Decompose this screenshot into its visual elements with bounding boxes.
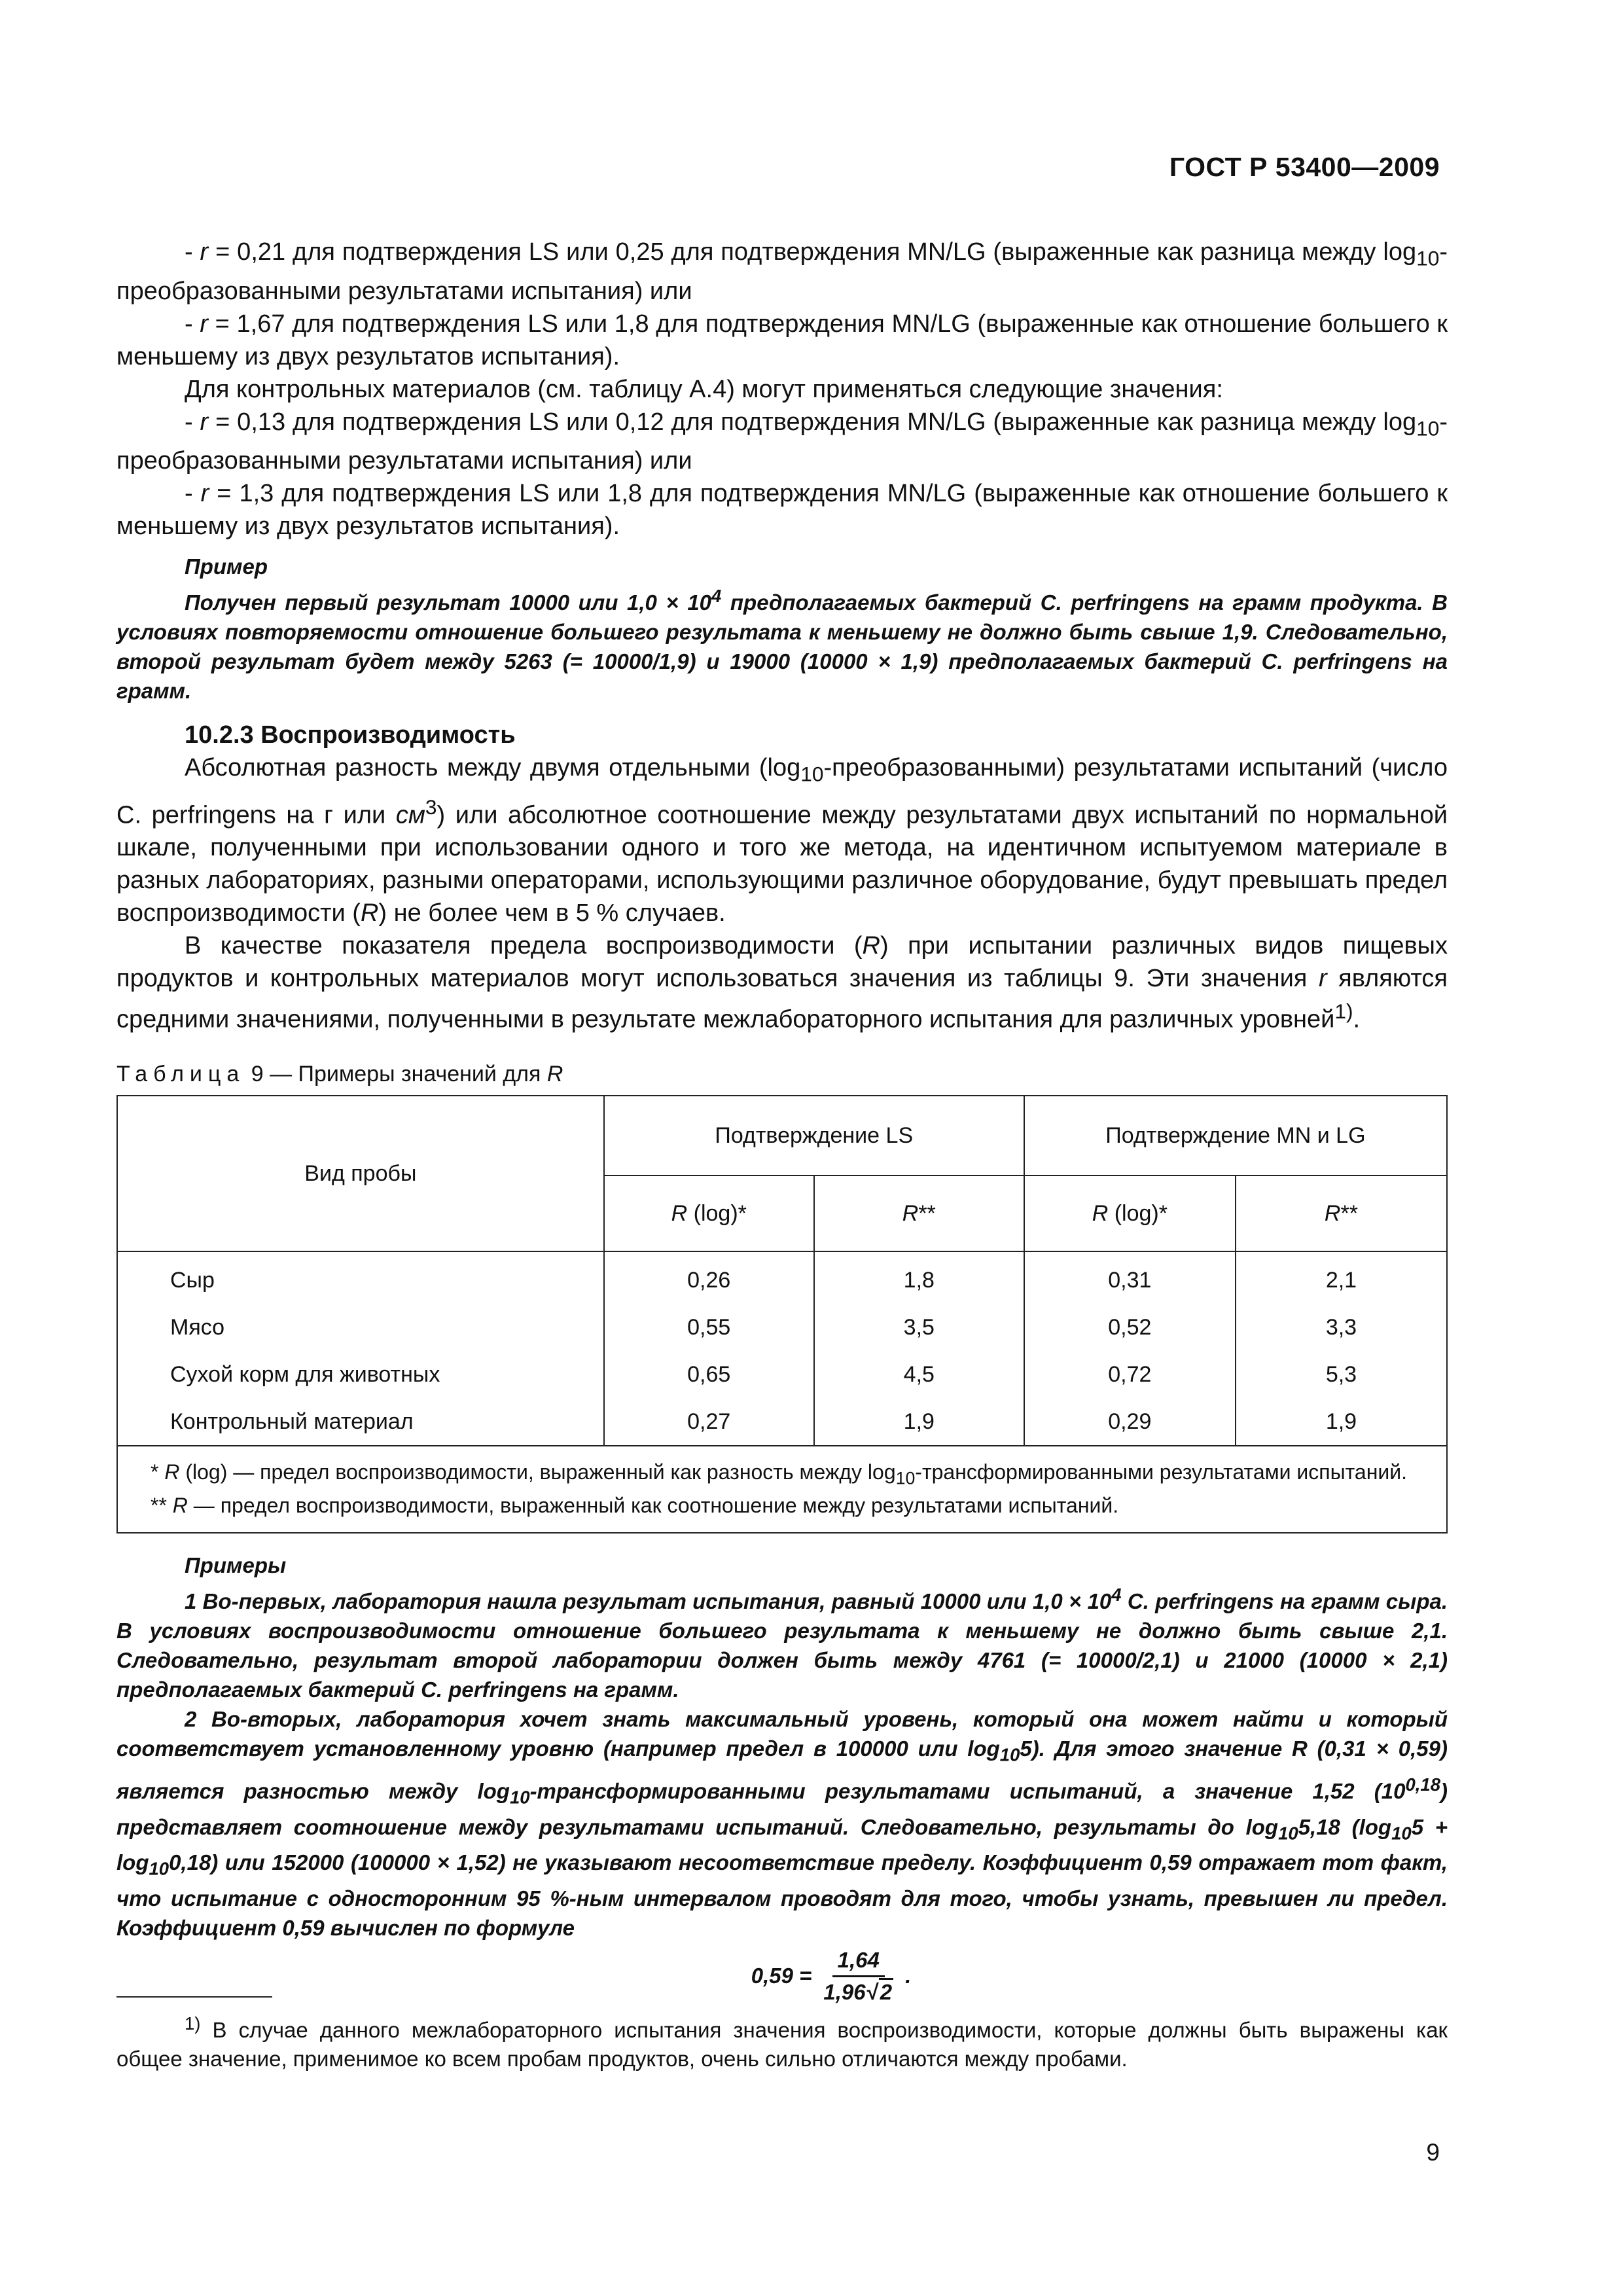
cell-ls-r-log: 0,27 bbox=[604, 1398, 814, 1446]
cell-mn-r: 1,9 bbox=[1236, 1398, 1447, 1446]
paragraph-reproducibility-definition: Абсолютная разность между двумя отдельными $(\log_{10}-преобразованными)$ результатами испытаний (число C. perfringens на г или $см^3$) или абсолютное соотношение между результатами двух испытаний по нормальной шкале, полученными при использовании одного и того же метода, на идентичном испытуемом материале в разных лабораториях, разными операторами, использующими различное оборудование, будут превышать предел воспроизводимости (R) не более чем в 5 % случаев. bbox=[116, 754, 1448, 927]
header-sample-type: Вид пробы bbox=[117, 1096, 604, 1251]
cell-mn-r-log: 0,29 bbox=[1024, 1398, 1236, 1446]
cell-ls-r-log: 0,26 bbox=[604, 1251, 814, 1304]
sqrt-icon: √ bbox=[865, 1979, 878, 2004]
paragraph-control-materials: Для контрольных материалов (см. таблицу А.4) могут применяться следующие значения: bbox=[185, 375, 1223, 403]
page-content bbox=[116, 236, 1448, 2005]
header-mn-r-log: R (log)* bbox=[1024, 1175, 1236, 1251]
paragraph-control-r-log: - r = 0,13 для подтверждения LS или 0,12 для подтверждения MN/LG (выраженные как разница между $\log_{10}$-преобразованными результатами испытания) или bbox=[116, 408, 1448, 475]
page-number: 9 bbox=[1426, 2139, 1440, 2166]
cell-sample-name: Мясо bbox=[117, 1304, 604, 1351]
cell-ls-r: 4,5 bbox=[814, 1351, 1024, 1398]
cell-mn-r: 3,3 bbox=[1236, 1304, 1447, 1351]
reproducibility-table bbox=[116, 1095, 1448, 1534]
table-row bbox=[117, 1304, 1447, 1351]
table-row bbox=[117, 1251, 1447, 1304]
table-notes bbox=[117, 1446, 1447, 1533]
cell-sample-name: Контрольный материал bbox=[117, 1398, 604, 1446]
table-title: Таблица 9 — Примеры значений для R bbox=[116, 1062, 563, 1087]
cell-mn-r: 5,3 bbox=[1236, 1351, 1447, 1398]
cell-mn-r-log: 0,72 bbox=[1024, 1351, 1236, 1398]
header-ls-r-log: R (log)* bbox=[604, 1175, 814, 1251]
table-note-r-ratio: ** R — предел воспроизводимости, выраженный как соотношение между результатами испытаний. bbox=[151, 1494, 1119, 1518]
header-mn-r: R** bbox=[1236, 1175, 1447, 1251]
cell-mn-r: 2,1 bbox=[1236, 1251, 1447, 1304]
table-note-r-log: * R (log) — предел воспроизводимости, выраженный как разность между $\log_{10}$-трансформированными результатами испытаний. bbox=[151, 1460, 1407, 1488]
table-row bbox=[117, 1398, 1447, 1446]
example-2: 2 Во-вторых, лаборатория хочет знать максимальный уровень, который она может найти и который соответствует установленному уровню (например предел в 100000 или $\log_{10}5$). Для этого значение R (0,31 × 0,59) является разностью между $\log_{10}$-трансформированными результатами испытаний, а значение 1,52 (10$^{0,18}$) представляет соотношение между результатами испытаний. Следовательно, результаты до $\log_{10}5,18$ $(\log_{10}5 + \log_{10}0,18)$ или 152000 (100000 × 1,52) не указывают несоответствие пределу. Коэффициент 0,59 отражает тот факт, что испытание с односторонним 95 %-ным интервалом проводят для того, чтобы узнать, превышен ли предел. Коэффициент 0,59 вычислен по формуле bbox=[116, 1707, 1448, 1940]
footnote-rule bbox=[116, 1996, 272, 1998]
cell-sample-name: Сыр bbox=[117, 1251, 604, 1304]
examples-heading: Примеры bbox=[185, 1553, 287, 1578]
header-ls-r: R** bbox=[814, 1175, 1024, 1251]
paragraph-control-r-ratio: - r = 1,3 для подтверждения LS или 1,8 для подтверждения MN/LG (выраженные как отношение большего к меньшему из двух результатов испытания). bbox=[116, 480, 1448, 541]
cell-mn-r-log: 0,31 bbox=[1024, 1251, 1236, 1304]
cell-ls-r: 1,9 bbox=[814, 1398, 1024, 1446]
standard-code-header: ГОСТ Р 53400—2009 bbox=[1169, 152, 1440, 182]
formula-denominator: 1,96√ 2 bbox=[818, 1977, 899, 2005]
paragraph-r-log: - r = 0,21 для подтверждения LS или 0,25 для подтверждения MN/LG (выраженные как разница между $\log_{10}$-преобразованными результатами испытания) или bbox=[116, 238, 1448, 305]
example-1: 1 Во-первых, лаборатория нашла результат испытания, равный 10000 или $1,0 \times 10^4$ C. perfringens на грамм сыра. В условиях воспроизводимости отношение большего результата к меньшему не должно быть свыше 2,1. Следовательно, результат второй лаборатории должен быть между 4761 (= 10000/2,1) и 21000 (10000 × 2,1) предполагаемых бактерий C. perfringens на грамм. bbox=[116, 1585, 1448, 1702]
cell-ls-r-log: 0,65 bbox=[604, 1351, 814, 1398]
cell-mn-r-log: 0,52 bbox=[1024, 1304, 1236, 1351]
section-heading-reproducibility: 10.2.3 Воспроизводимость bbox=[185, 721, 516, 749]
formula-numerator: 1,64 bbox=[832, 1948, 885, 1977]
formula-fraction bbox=[818, 1948, 899, 2005]
paragraph-r-ratio: - r = 1,67 для подтверждения LS или 1,8 для подтверждения MN/LG (выраженные как отношение большего к меньшему из двух результатов испытания). bbox=[116, 310, 1448, 370]
formula-lhs: 0,59 = bbox=[751, 1964, 812, 1988]
table-row bbox=[117, 1351, 1447, 1398]
example-repeatability: Получен первый результат 10000 или $1,0 \times 10^4$ предполагаемых бактерий C. perfringens на грамм продукта. В условиях повторяемости отношение большего результата к меньшему не должно быть свыше 1,9. Следовательно, второй результат будет между 5263 (= 10000/1,9) и 19000 (10000 × 1,9) предполагаемых бактерий C. perfringens на грамм. bbox=[116, 586, 1448, 704]
example-heading: Пример bbox=[185, 554, 268, 579]
header-group-ls: Подтверждение LS bbox=[604, 1096, 1024, 1175]
cell-sample-name: Сухой корм для животных bbox=[117, 1351, 604, 1398]
header-group-mn-lg: Подтверждение MN и LG bbox=[1024, 1096, 1447, 1175]
paragraph-reproducibility-values: В качестве показателя предела воспроизводимости (R) при испытании различных видов пищевых продуктов и контрольных материалов могут использоваться значения из таблицы 9. Эти значения r являются средними значениями, полученными в результате межлабораторного испытания для различных уровней$^{1)}$. bbox=[116, 932, 1448, 1034]
cell-ls-r: 1,8 bbox=[814, 1251, 1024, 1304]
cell-ls-r: 3,5 bbox=[814, 1304, 1024, 1351]
formula-end: . bbox=[905, 1964, 912, 1988]
cell-ls-r-log: 0,55 bbox=[604, 1304, 814, 1351]
footnote: $^{1)}$ В случае данного межлабораторного испытания значения воспроизводимости, которые должны быть выражены как общее значение, применимое ко всем пробам продуктов, очень сильно отличаются между пробами. bbox=[116, 2013, 1448, 2071]
coefficient-formula bbox=[116, 1948, 1448, 2005]
